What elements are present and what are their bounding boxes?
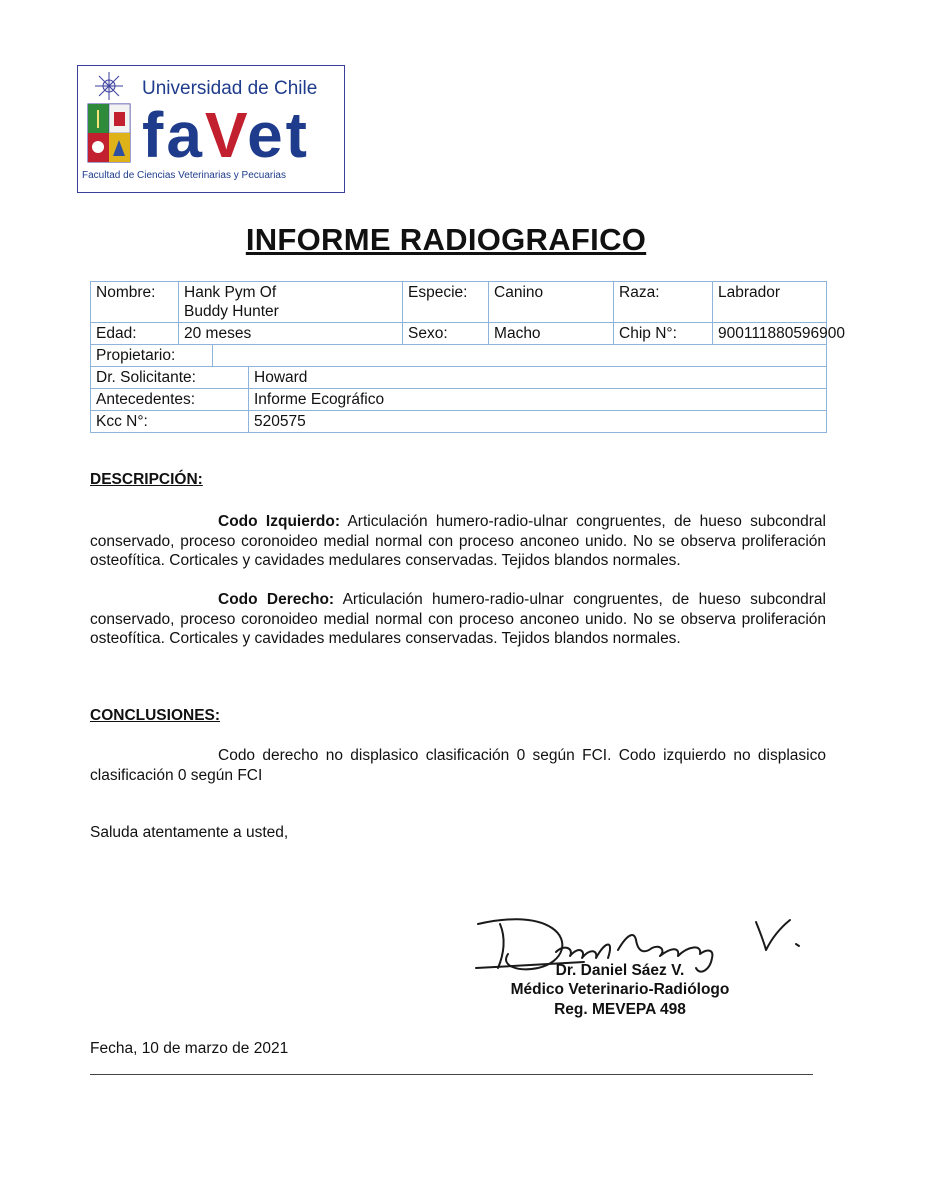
university-crest-icon <box>84 70 134 168</box>
edad-label: Edad: <box>91 323 179 345</box>
favet-part-b: et <box>247 99 310 171</box>
antecedentes-value: Informe Ecográfico <box>249 389 827 411</box>
university-logo <box>77 65 345 193</box>
report-date: Fecha, 10 de marzo de 2021 <box>90 1040 289 1057</box>
codo-derecho-text: Articulación humero-radio-ulnar congruentes, de hueso subcondral conservado, proceso coronoideo medial normal con proceso anconeo unido. No se observa proliferación osteofítica. Corticales y cavidades medulares conservadas. Tejidos blandos normales. <box>90 591 826 648</box>
raza-value: Labrador <box>713 282 827 323</box>
conclusiones-text: Codo derecho no displasico clasificación 0 según FCI. Codo izquierdo no displasico clasificación 0 según FCI <box>90 747 826 784</box>
chip-label: Chip N°: <box>614 323 713 345</box>
nombre-value-line2: Buddy Hunter <box>184 303 279 320</box>
solicitante-label: Dr. Solicitante: <box>91 367 249 389</box>
table-row <box>91 323 827 345</box>
faculty-name: Facultad de Ciencias Veterinarias y Pecuarias <box>82 170 286 181</box>
sexo-value: Macho <box>489 323 614 345</box>
patient-info-table <box>90 281 846 433</box>
edad-value: 20 meses <box>179 323 403 345</box>
table-row <box>91 367 827 389</box>
table-row <box>91 411 827 433</box>
nombre-label: Nombre: <box>91 282 179 323</box>
especie-value: Canino <box>489 282 614 323</box>
antecedentes-label: Antecedentes: <box>91 389 249 411</box>
table-row <box>91 282 827 323</box>
propietario-value <box>213 345 827 367</box>
favet-part-a: fa <box>142 99 205 171</box>
kcc-label: Kcc N°: <box>91 411 249 433</box>
descripcion-heading: DESCRIPCIÓN: <box>90 471 203 488</box>
table-row <box>91 345 827 367</box>
kcc-value: 520575 <box>249 411 827 433</box>
signer-registration: Reg. MEVEPA 498 <box>554 1001 686 1018</box>
propietario-label: Propietario: <box>91 345 213 367</box>
closing-greeting: Saluda atentamente a usted, <box>90 824 289 841</box>
favet-part-v: V <box>204 99 248 171</box>
codo-izquierdo-label: Codo Izquierdo: <box>218 513 340 530</box>
signer-title: Médico Veterinario-Radiólogo <box>510 981 730 998</box>
chip-value: 900111880596900 <box>713 323 827 345</box>
codo-izquierdo-text: Articulación humero-radio-ulnar congruentes, de hueso subcondral conservado, proceso coronoideo medial normal con proceso anconeo unido. No se observa proliferación osteofítica. Corticales y cavidades medulares conservadas. Tejidos blandos normales. <box>90 513 826 570</box>
sexo-label: Sexo: <box>403 323 489 345</box>
university-name: Universidad de Chile <box>142 78 318 99</box>
codo-derecho-paragraph <box>90 590 826 649</box>
codo-derecho-label: Codo Derecho: <box>218 591 335 608</box>
conclusiones-paragraph <box>90 746 826 785</box>
especie-label: Especie: <box>403 282 489 323</box>
report-title: INFORME RADIOGRAFICO <box>245 222 647 257</box>
table-row <box>91 389 827 411</box>
favet-wordmark <box>142 100 310 170</box>
codo-izquierdo-paragraph <box>90 512 826 571</box>
signer-name: Dr. Daniel Sáez V. <box>555 962 685 979</box>
nombre-value-line1: Hank Pym Of <box>184 284 277 301</box>
solicitante-value: Howard <box>249 367 827 389</box>
nombre-value <box>179 282 403 323</box>
conclusiones-heading: CONCLUSIONES: <box>90 707 221 724</box>
raza-label: Raza: <box>614 282 713 323</box>
bottom-divider <box>90 1074 813 1075</box>
